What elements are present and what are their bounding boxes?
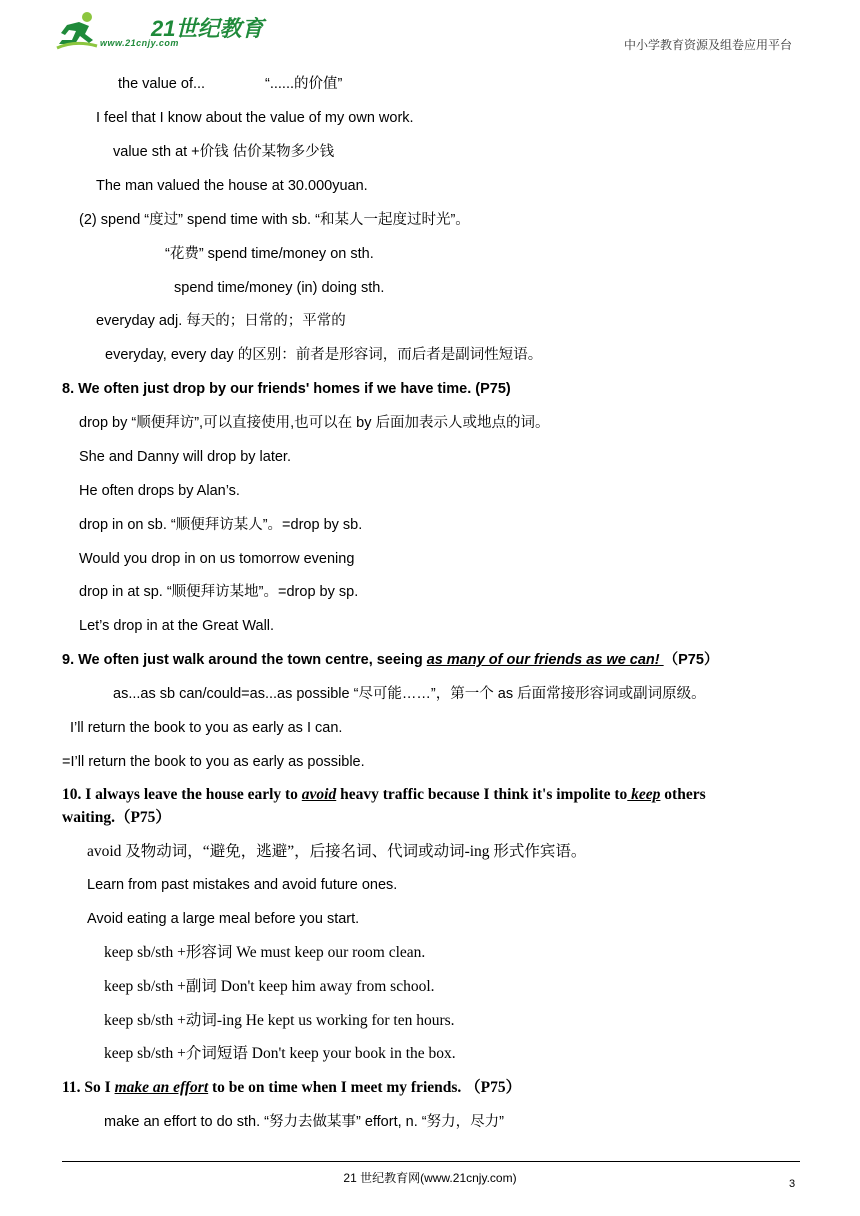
text-line: Learn from past mistakes and avoid future ones. — [87, 877, 398, 893]
text-line: (2) spend “度过” spend time with sb. “和某人一起度过时光”。 — [79, 212, 470, 228]
text-line: the value of... — [118, 76, 206, 92]
footer-divider — [62, 1161, 800, 1162]
text-line: He often drops by Alan’s. — [79, 483, 240, 499]
page-ref: （P75） — [663, 652, 719, 668]
runner-logo-icon — [55, 10, 99, 52]
text-line: everyday adj. 每天的；日常的；平常的 — [96, 313, 346, 329]
text-line: She and Danny will drop by later. — [79, 449, 291, 465]
heading-text: to be on time when I meet my friends. （P75） — [208, 1079, 522, 1096]
text-line: as...as sb can/could=as...as possible “尽可能……”，第一个 as 后面常接形容词或副词原级。 — [113, 686, 706, 702]
text-line: drop in on sb. “顺便拜访某人”。=drop by sb. — [79, 517, 363, 533]
heading-text: 11. So I — [62, 1079, 115, 1096]
header-platform-name: 中小学教育资源及组卷应用平台 — [623, 38, 792, 52]
logo-text: 21世纪教育 — [151, 16, 264, 41]
text-line: everyday, every day 的区别：前者是形容词，而后者是副词性短语。 — [105, 347, 543, 363]
section-heading-cont: waiting.（P75） — [62, 809, 171, 826]
text-line: Avoid eating a large meal before you start. — [87, 911, 360, 927]
section-heading: 8. We often just drop by our friends' homes if we have time. (P75) — [62, 381, 511, 397]
text-line: make an effort to do sth. “努力去做某事” effort, n. “努力，尽力” — [104, 1114, 504, 1130]
text-line: avoid 及物动词，“避免，逃避”，后接名词、代词或动词-ing 形式作宾语。 — [87, 843, 587, 860]
heading-text: heavy traffic because I think it's impolite to — [336, 786, 628, 803]
footer-text: 21 世纪教育网(www.21cnjy.com) — [343, 1171, 517, 1185]
underlined-phrase: as many of our friends as we can! — [426, 652, 664, 668]
text-line: “花费” spend time/money on sth. — [165, 246, 374, 262]
underlined-word-avoid: avoid — [301, 786, 337, 803]
text-line: spend time/money (in) doing sth. — [174, 280, 385, 296]
text-line: value sth at +价钱 估价某物多少钱 — [113, 144, 335, 160]
text-line: drop in at sp. “顺便拜访某地”。=drop by sp. — [79, 584, 359, 600]
text-line: drop by “顺便拜访”,可以直接使用,也可以在 by 后面加表示人或地点的词。 — [79, 415, 550, 431]
text-line: keep sb/sth +介词短语 Don't keep your book in the box. — [104, 1045, 456, 1062]
underlined-word-keep: keep — [627, 786, 661, 803]
text-line: keep sb/sth +副词 Don't keep him away from school. — [104, 978, 435, 995]
text-line: “......的价值” — [265, 76, 343, 92]
text-line: =I’ll return the book to you as early as possible. — [62, 754, 365, 770]
section-heading — [62, 1078, 521, 1098]
section-heading — [62, 650, 718, 670]
text-line: Would you drop in on us tomorrow evening — [79, 551, 355, 567]
heading-text: 10. I always leave the house early to — [62, 786, 302, 803]
text-line: I’ll return the book to you as early as I can. — [70, 720, 343, 736]
text-line: The man valued the house at 30.000yuan. — [96, 178, 368, 194]
underlined-phrase: make an effort — [114, 1079, 209, 1096]
text-line: I feel that I know about the value of my own work. — [96, 110, 414, 126]
heading-text: 9. We often just walk around the town centre, seeing — [62, 652, 427, 668]
text-line: Let’s drop in at the Great Wall. — [79, 618, 275, 634]
heading-text: others — [660, 786, 706, 803]
text-line: keep sb/sth +形容词 We must keep our room clean. — [104, 944, 426, 961]
page-number: 3 — [789, 1178, 796, 1190]
logo-url: www.21cnjy.com — [100, 38, 179, 48]
section-heading — [62, 785, 706, 805]
text-line: keep sb/sth +动词-ing He kept us working for ten hours. — [104, 1012, 455, 1029]
